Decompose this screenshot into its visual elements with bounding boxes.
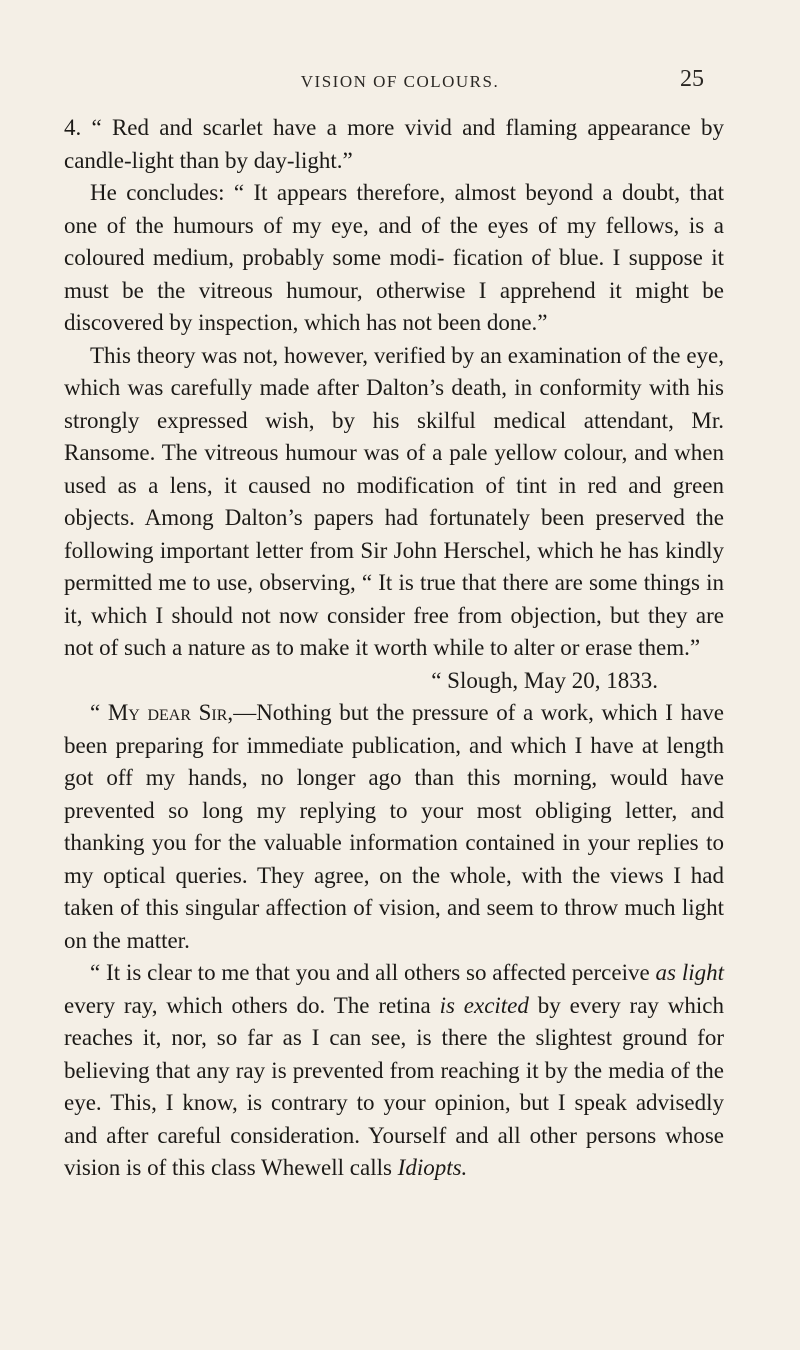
running-title: VISION OF COLOURS. xyxy=(300,72,500,91)
body-text xyxy=(64,112,724,1185)
paragraph-conclusion: He concludes: “ It appears therefore, almost beyond a doubt, that one of the humours of my eye, and of the eyes of my fellows, is a coloured medium, probably some modi- fication of blue. I suppose it must be the vitreous humour, otherwise I apprehend it might be discovered by inspection, which has not been done.” xyxy=(64,180,724,335)
letter-paragraph-retina xyxy=(64,957,724,1185)
page-number: 25 xyxy=(680,66,704,92)
italic-phrase: Idiopts. xyxy=(397,1155,468,1180)
paragraph-item-4: 4. “ Red and scarlet have a more vivid and flaming appearance by candle-light than by day-light.” xyxy=(64,115,724,173)
text-run: by every ray which reaches it, nor, so far as I can see, is there the slightest ground for believing that any ray is prevented from reaching it by the media of the eye. This, I know, is contrary to your opinion, but I speak advisedly and after careful consideration. Yourself and all other persons whose vision is of this class Whewell calls xyxy=(64,992,724,1180)
letter-dateline: “ Slough, May 20, 1833. xyxy=(431,667,658,693)
letter-salutation: “ My dear Sir, xyxy=(90,700,234,725)
letter-opening xyxy=(64,697,724,957)
paragraph-examination: This theory was not, however, verified by an examination of the eye, which was carefully made after Dalton’s death, in conformity with his strongly expressed wish, by his skilful medical attendant, Mr. Ransome. The vitreous humour was of a pale yellow colour, and when used as a lens, it caused no modification of tint in red and green objects. Among Dalton’s papers had fortunately been preserved the following important letter from Sir John Herschel, which he has kindly permitted me to use, observing, “ It is true that there are some things in it, which I should not now consider free from objection, but they are not of such a nature as to make it worth while to alter or erase them.” xyxy=(64,342,724,660)
text-run: every ray, which others do. The retina xyxy=(64,992,440,1018)
letter-opening-text: —Nothing but the pressure of a work, which I have been preparing for immediate publication, and which I have at length got off my hands, no longer ago than this morning, would have prevented so long my replying to your most obliging letter, and thanking you for the valuable information contained in your replies to my optical queries. They agree, on the whole, with the views I had taken of this singular affection of vision, and seem to throw much light on the matter. xyxy=(64,700,724,953)
italic-phrase: is excited xyxy=(439,992,529,1018)
text-run: “ It is clear to me that you and all others so affected perceive xyxy=(90,960,656,985)
italic-phrase: as light xyxy=(655,960,725,985)
